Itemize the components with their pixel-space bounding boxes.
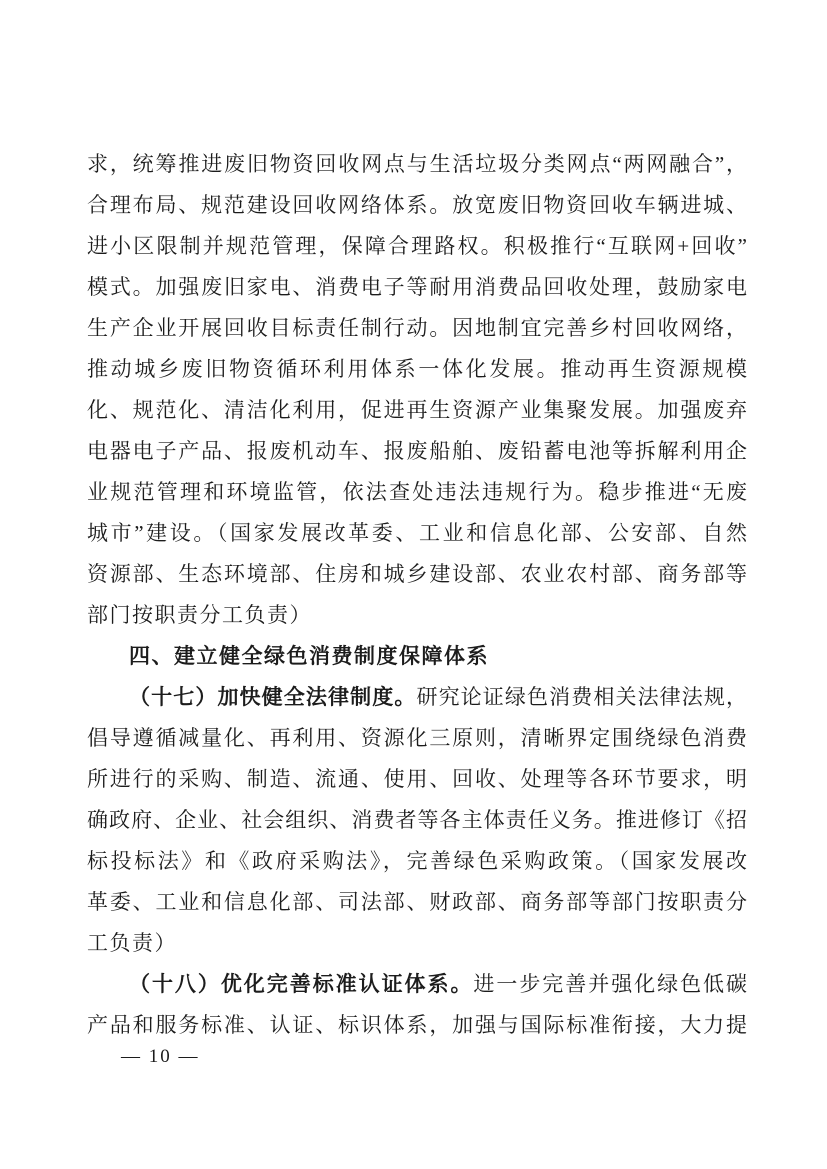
para17-line: 倡导遵循减量化、再利用、资源化三原则，清晰界定围绕绿色消费 xyxy=(87,726,747,750)
body-line: 城市”建设。（国家发展改革委、工业和信息化部、公安部、自然 xyxy=(87,521,747,545)
para17-first-line xyxy=(87,677,747,718)
body-line-paragraph-end: 部门按职责分工负责） xyxy=(87,603,312,627)
body-line: 模式。加强废旧家电、消费电子等耐用消费品回收处理，鼓励家电 xyxy=(87,275,747,299)
para17-line: 确政府、企业、社会组织、消费者等各主体责任义务。推进修订《招 xyxy=(87,808,747,832)
para17-lead-bold: （十七）加快健全法律制度。 xyxy=(129,685,417,709)
para18-line: 产品和服务标准、认证、标识体系，加强与国际标准衔接，大力提 xyxy=(87,1013,747,1037)
body-line: 合理布局、规范建设回收网络体系。放宽废旧物资回收车辆进城、 xyxy=(87,193,747,217)
para17-last-line: 工负责） xyxy=(87,931,177,955)
para18-lead-rest: 进一步完善并强化绿色低碳 xyxy=(473,972,747,996)
body-line: 化、规范化、清洁化利用，促进再生资源产业集聚发展。加强废弃 xyxy=(87,398,747,422)
para17-line: 所进行的采购、制造、流通、使用、回收、处理等各环节要求，明 xyxy=(87,767,747,791)
document-body xyxy=(87,144,747,1046)
page-number: — 10 — xyxy=(121,1046,200,1067)
para18-first-line xyxy=(87,964,747,1005)
body-line: 生产企业开展回收目标责任制行动。因地制宜完善乡村回收网络， xyxy=(87,316,747,340)
body-line: 进小区限制并规范管理，保障合理路权。积极推行“互联网+回收” xyxy=(87,234,747,258)
para17-line: 标投标法》和《政府采购法》，完善绿色采购政策。（国家发展改 xyxy=(87,849,747,873)
body-line: 推动城乡废旧物资循环利用体系一体化发展。推动再生资源规模 xyxy=(87,357,747,381)
para18-lead-bold: （十八）优化完善标准认证体系。 xyxy=(129,972,474,996)
body-line: 业规范管理和环境监管，依法查处违法违规行为。稳步推进“无废 xyxy=(87,480,747,504)
body-line: 求，统筹推进废旧物资回收网点与生活垃圾分类网点“两网融合”， xyxy=(87,152,747,176)
body-line: 电器电子产品、报废机动车、报废船舶、废铅蓄电池等拆解利用企 xyxy=(87,439,747,463)
section-heading: 四、建立健全绿色消费制度保障体系 xyxy=(129,645,489,668)
para17-lead-rest: 研究论证绿色消费相关法律法规， xyxy=(416,685,748,709)
para17-line: 革委、工业和信息化部、司法部、财政部、商务部等部门按职责分 xyxy=(87,890,747,914)
body-line: 资源部、生态环境部、住房和城乡建设部、农业农村部、商务部等 xyxy=(87,562,747,586)
